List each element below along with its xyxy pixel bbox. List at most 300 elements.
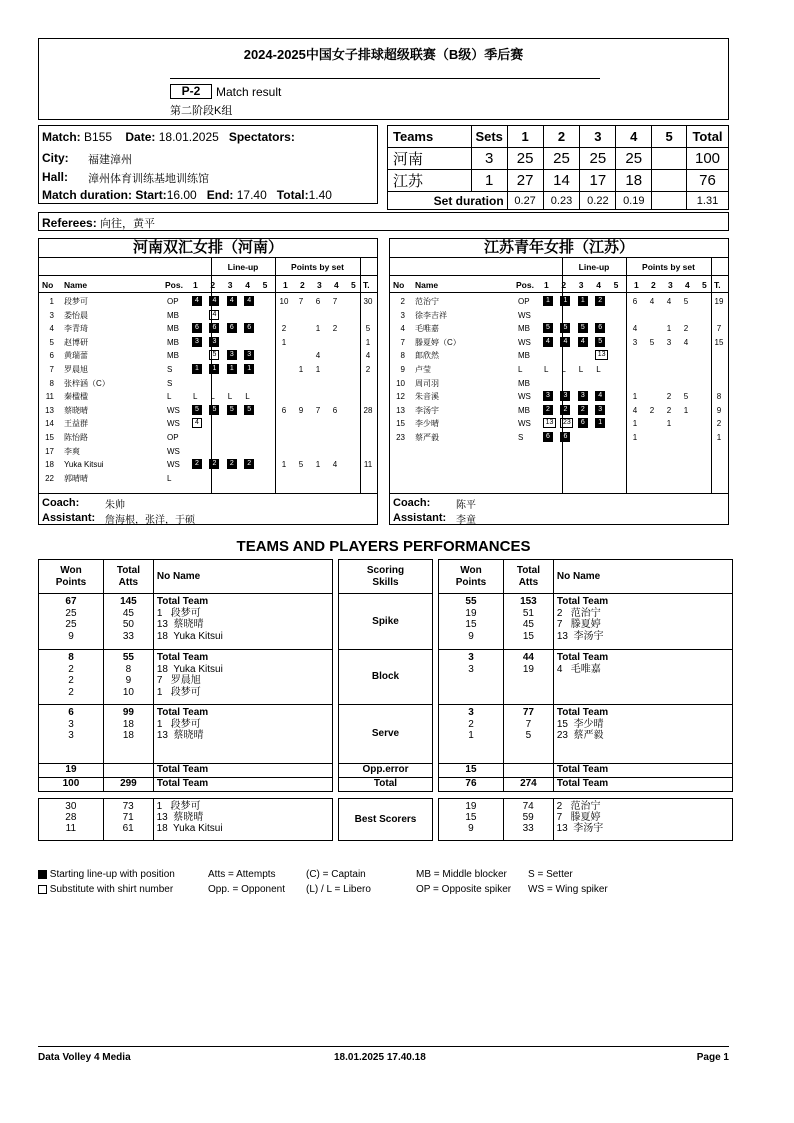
- player-position: MB: [518, 378, 530, 388]
- set-points: 7: [315, 405, 321, 415]
- team-total-atts: 153: [520, 596, 537, 607]
- player-row: [39, 445, 377, 458]
- score-s3-home: 25: [580, 148, 616, 170]
- perf-row-total: [439, 778, 733, 792]
- starting-position-box: 6: [560, 432, 570, 442]
- home-team-panel: [38, 238, 378, 525]
- team-label: Total Team: [156, 652, 209, 663]
- player-row: [390, 363, 728, 376]
- skills-grid: [338, 559, 433, 792]
- set-points: 2: [649, 405, 655, 415]
- starting-position-box: 1: [595, 418, 605, 428]
- legend-atts: Atts = Attempts: [208, 869, 276, 880]
- total-won-points: 100: [39, 778, 104, 792]
- starting-position-box: 2: [578, 405, 588, 415]
- perf-row-spike: [39, 594, 333, 650]
- best-player: 18 Yuka Kitsui: [156, 823, 223, 834]
- best-won-cell: [439, 799, 504, 841]
- total-label: Total Team: [553, 778, 732, 792]
- starting-position-box: 4: [578, 337, 588, 347]
- best-scorers-row: [439, 799, 733, 841]
- player-number: 5: [49, 337, 54, 347]
- set-points: 7: [298, 297, 304, 306]
- substitute-number-box: 13: [543, 418, 556, 428]
- total-atts: 299: [103, 778, 153, 792]
- starting-position-box: 6: [227, 323, 237, 333]
- starting-position-box: 4: [227, 296, 237, 306]
- player-total-points: 2: [365, 365, 371, 374]
- total-atts-cell: [103, 705, 153, 764]
- starting-position-box: 3: [227, 350, 237, 360]
- player-name: Yuka Kitsui: [64, 460, 104, 470]
- names-cell: [153, 705, 332, 764]
- team-label: Total Team: [556, 596, 609, 607]
- score-table: [387, 125, 729, 210]
- player-number: 4: [49, 324, 54, 334]
- perf-row-spike: [439, 594, 733, 650]
- start-label: Start:: [135, 188, 167, 202]
- set-points: 1: [315, 365, 321, 374]
- set-duration-total: 1.31: [687, 192, 729, 210]
- player-name: 郭晴晴: [64, 473, 88, 483]
- player-position: L: [167, 473, 172, 483]
- player-total-points: 19: [714, 297, 724, 306]
- player-total-atts: 51: [522, 607, 534, 619]
- won-points-cell: [439, 705, 504, 764]
- player-number: 1: [49, 297, 54, 306]
- skill-name-block: Block: [339, 650, 433, 705]
- lineup-header: Line-up: [578, 262, 610, 272]
- won-points-cell: [439, 594, 504, 650]
- header-lineup-set-2: 2: [561, 280, 567, 290]
- names-cell: [153, 594, 332, 650]
- set-points: 1: [683, 405, 689, 415]
- scoring-skills-header: Scoring Skills: [339, 560, 433, 594]
- score-sets-away: 1: [471, 170, 507, 192]
- starting-position-box: 2: [595, 296, 605, 306]
- home-perf-grid: [38, 559, 333, 792]
- hall-label: Hall:: [42, 170, 69, 184]
- set-points: 5: [683, 392, 689, 402]
- header-points-set-1: 1: [283, 280, 288, 290]
- set-points: 2: [683, 324, 689, 334]
- starting-position-box: 6: [209, 323, 219, 333]
- player-number: 15: [45, 433, 54, 442]
- assistant-label: Assistant:: [42, 512, 96, 524]
- player-row: [39, 431, 377, 444]
- set-points: 4: [632, 324, 638, 334]
- total-atts-cell: [103, 650, 153, 705]
- player-row: [39, 363, 377, 376]
- best-won-cell: [39, 799, 104, 841]
- player-name: 李青琦: [64, 324, 88, 334]
- player-position: S: [518, 433, 524, 442]
- set-points: 1: [632, 392, 638, 402]
- roster-header: [39, 258, 377, 293]
- starting-position-box: 6: [244, 323, 254, 333]
- player-entry: 18 Yuka Kitsui: [156, 630, 223, 642]
- player-row: [39, 322, 377, 335]
- header-lineup-set-5: 5: [262, 280, 268, 290]
- total-atts-cell: [503, 594, 553, 650]
- libero-mark: L: [596, 365, 601, 374]
- substitute-number-box: 4: [192, 418, 202, 428]
- away-perf-grid: [438, 559, 733, 792]
- starting-position-box: 5: [192, 405, 202, 415]
- city-value: 福建漳州: [88, 154, 132, 166]
- player-total-atts: 10: [122, 686, 134, 698]
- player-position: OP: [518, 297, 530, 306]
- player-row: [390, 336, 728, 349]
- player-name: 李爽: [64, 446, 80, 456]
- set-points: 10: [279, 297, 289, 306]
- player-won-points: 3: [68, 730, 74, 741]
- skill-name-spike: Spike: [339, 594, 433, 650]
- header-no: No: [393, 280, 405, 290]
- won-points-header: Won Points: [439, 560, 504, 594]
- player-number: 11: [45, 392, 54, 402]
- player-number: 4: [400, 324, 405, 334]
- player-total-atts: 8: [125, 663, 132, 675]
- end-value: 17.40: [236, 188, 267, 202]
- set-points: 1: [298, 365, 304, 374]
- player-total-points: 7: [716, 324, 722, 334]
- team-label: Total Team: [156, 707, 209, 718]
- perf-row-block: [39, 650, 333, 705]
- player-name: 黄瑞蕾: [64, 351, 88, 361]
- coach-label: Coach:: [393, 497, 431, 509]
- player-position: L: [518, 365, 523, 374]
- opp-error-atts: [103, 764, 153, 778]
- libero-mark: L: [578, 365, 584, 374]
- starting-position-box: 1: [209, 364, 219, 374]
- player-number: 7: [400, 337, 405, 347]
- player-row: [390, 309, 728, 322]
- best-scorers-row: [39, 799, 333, 841]
- player-number: 15: [396, 419, 405, 429]
- player-won-points: 2: [468, 718, 474, 730]
- player-position: MB: [167, 337, 179, 347]
- player-total-atts: 45: [122, 607, 134, 619]
- team-name: 江苏青年女排（江苏）: [390, 239, 728, 258]
- score-total-home: 100: [687, 148, 729, 170]
- player-row: [39, 309, 377, 322]
- report-code: P-2: [170, 84, 212, 99]
- set-points: 1: [281, 337, 287, 347]
- header-pos: Pos.: [165, 280, 183, 290]
- skill-name-opp-error: Opp.error: [339, 764, 433, 778]
- assistant-names: 詹海根，张洋，于硕: [105, 515, 195, 526]
- player-name: 陈怡路: [64, 433, 88, 442]
- score-col-teams: Teams: [388, 126, 472, 148]
- set-points: 7: [332, 297, 338, 306]
- player-row: [390, 295, 728, 308]
- starting-position-box: 4: [244, 296, 254, 306]
- skill-row: [339, 799, 433, 841]
- set-points: 1: [632, 419, 638, 429]
- player-number: 22: [45, 473, 54, 483]
- starting-position-box: 5: [244, 405, 254, 415]
- player-position: MB: [167, 310, 179, 320]
- player-row: [390, 390, 728, 403]
- player-position: MB: [518, 324, 530, 334]
- starting-position-box: 4: [560, 337, 570, 347]
- page-title: 2024-2025中国女子排球超级联赛（B级）季后赛: [243, 47, 524, 62]
- player-total-atts: 15: [522, 630, 534, 642]
- starting-position-box: 2: [209, 459, 219, 469]
- player-total-atts: 7: [525, 718, 532, 730]
- set-points: 4: [649, 297, 655, 306]
- duration-label: Match duration:: [42, 188, 132, 202]
- starting-position-box: 4: [543, 337, 553, 347]
- player-entry: 4 毛唯嘉: [556, 663, 601, 675]
- starting-position-box: 1: [560, 296, 570, 306]
- player-total-points: 28: [363, 405, 373, 415]
- best-names-cell: [553, 799, 732, 841]
- starting-position-box: 3: [209, 337, 219, 347]
- best-won-points: 19: [465, 801, 477, 812]
- starting-position-box: 3: [192, 337, 202, 347]
- player-row: [390, 417, 728, 430]
- player-row: [390, 404, 728, 417]
- player-name: 蔡晓晴: [64, 405, 88, 415]
- best-total-atts: 59: [522, 812, 534, 823]
- player-entry: 15 李少晴: [556, 718, 604, 730]
- best-total-atts: 33: [522, 823, 534, 834]
- player-name: 赵博研: [64, 337, 88, 347]
- player-entry: 13 蔡晓晴: [156, 619, 204, 630]
- away-team-panel: [389, 238, 729, 525]
- player-entry: 2 范治宁: [556, 607, 601, 619]
- player-row: [39, 417, 377, 430]
- player-name: 李汤宇: [415, 405, 439, 415]
- opp-error-label: Total Team: [153, 764, 332, 778]
- player-number: 14: [45, 419, 54, 429]
- set-duration-row: [388, 192, 729, 210]
- perf-row-total: [39, 778, 333, 792]
- total-atts: 274: [503, 778, 553, 792]
- starting-position-box: 4: [595, 391, 605, 401]
- starting-position-box: 2: [244, 459, 254, 469]
- team-won-points: 3: [468, 707, 474, 718]
- player-total-points: 11: [363, 460, 373, 470]
- set-points: 1: [666, 419, 672, 429]
- player-number: 7: [49, 365, 54, 374]
- player-position: WS: [518, 310, 531, 320]
- away-performance-table: [438, 559, 733, 841]
- player-name: 周司羽: [415, 378, 439, 388]
- home-best-scorers-grid: [38, 798, 333, 841]
- player-row: [39, 349, 377, 362]
- player-position: MB: [518, 405, 530, 415]
- starting-position-box: 5: [578, 323, 588, 333]
- set-points: 3: [666, 337, 672, 347]
- header-total: T.: [363, 280, 370, 290]
- legend-op: OP = Opposite spiker: [416, 884, 512, 895]
- best-won-points: 9: [468, 823, 474, 834]
- perf-row-opp-error: [39, 764, 333, 778]
- set-points: 4: [315, 351, 321, 361]
- header-points-set-5: 5: [702, 280, 707, 290]
- opp-error-points: 15: [439, 764, 504, 778]
- player-number: 10: [396, 378, 405, 388]
- team-total-atts: 145: [120, 596, 137, 607]
- score-team-home: 河南: [388, 148, 472, 170]
- set-points: 9: [298, 405, 304, 415]
- score-s4-home: 25: [616, 148, 652, 170]
- won-points-cell: [39, 594, 104, 650]
- starting-position-box: 3: [595, 405, 605, 415]
- referees-label: Referees:: [42, 216, 97, 230]
- names-cell: [553, 594, 732, 650]
- score-col-total: Total: [687, 126, 729, 148]
- player-number: 8: [49, 378, 54, 388]
- player-won-points: 25: [65, 619, 77, 630]
- best-scorers-skill-grid: [338, 798, 433, 841]
- best-total-atts: 61: [122, 823, 134, 834]
- player-row: [39, 404, 377, 417]
- header-lineup-set-4: 4: [245, 280, 250, 290]
- set-points: 5: [649, 337, 655, 347]
- player-number: 6: [49, 351, 54, 361]
- total-atts-header: Total Atts: [103, 560, 153, 594]
- header-pos: Pos.: [516, 280, 534, 290]
- names-cell: [153, 650, 332, 705]
- starting-position-box: 6: [192, 323, 202, 333]
- lineup-header: Line-up: [227, 262, 259, 272]
- perf-row-block: [439, 650, 733, 705]
- player-row: [39, 336, 377, 349]
- starting-position-box: 5: [543, 323, 553, 333]
- header-lineup-set-2: 2: [210, 280, 216, 290]
- team-won-points: 55: [465, 596, 477, 607]
- player-position: OP: [167, 297, 179, 306]
- set-duration-2: 0.23: [543, 192, 580, 210]
- player-entry: 1 段梦可: [156, 686, 201, 698]
- skill-row: [339, 705, 433, 764]
- roster-header: [390, 258, 728, 293]
- header-rule: [390, 275, 728, 276]
- header-bottom-rule: [390, 292, 728, 293]
- player-entry: 18 Yuka Kitsui: [156, 663, 223, 675]
- player-position: MB: [167, 324, 179, 334]
- substitute-number-box: 23: [560, 418, 573, 428]
- player-position: WS: [518, 419, 531, 429]
- starting-position-box: 6: [595, 323, 605, 333]
- set-points: 4: [332, 460, 338, 470]
- score-s1-home: 25: [507, 148, 543, 170]
- perf-row-opp-error: [439, 764, 733, 778]
- total-won-points: 76: [439, 778, 504, 792]
- score-row-home: [388, 148, 729, 170]
- starting-position-box: 2: [192, 459, 202, 469]
- player-name: 范治宁: [415, 297, 439, 306]
- won-points-cell: [439, 650, 504, 705]
- header-name: Name: [64, 280, 88, 290]
- best-total-atts: 73: [122, 801, 134, 812]
- set-duration-5: [652, 192, 687, 210]
- libero-mark: L: [210, 392, 215, 402]
- set-points: 6: [315, 297, 321, 306]
- score-col-sets: Sets: [471, 126, 507, 148]
- set-points: 3: [632, 337, 638, 347]
- legend-libero: (L) / L = Libero: [306, 884, 371, 895]
- team-total-atts: 77: [522, 707, 534, 718]
- score-s2-away: 14: [543, 170, 580, 192]
- player-name: 徐李吉祥: [415, 310, 447, 320]
- substitute-number-box: 5: [209, 350, 219, 360]
- header-points-set-3: 3: [317, 280, 322, 290]
- skill-name-best-scorers: Best Scorers: [339, 799, 433, 841]
- set-duration-3: 0.22: [580, 192, 616, 210]
- duration-line: [42, 188, 332, 202]
- player-number: 3: [400, 310, 405, 320]
- legend-starting-text: Starting line-up with position: [49, 869, 175, 880]
- set-points: 6: [281, 405, 287, 415]
- set-points: 1: [281, 460, 287, 470]
- set-points: 5: [683, 297, 689, 306]
- player-row: [39, 472, 377, 485]
- header-name: Name: [415, 280, 439, 290]
- player-position: WS: [167, 460, 180, 470]
- player-total-points: 5: [365, 324, 371, 334]
- player-position: OP: [167, 433, 179, 442]
- score-s5-home: [652, 148, 687, 170]
- best-won-points: 30: [65, 801, 77, 812]
- coach-name: 朱帅: [105, 500, 125, 511]
- player-name: 卢莹: [415, 365, 431, 374]
- total-label: Total:: [276, 188, 309, 202]
- team-label: Total Team: [156, 596, 209, 607]
- player-total-atts: 18: [122, 730, 134, 741]
- substitute-number-box: 13: [595, 350, 608, 360]
- player-total-points: 8: [716, 392, 722, 402]
- libero-mark: L: [561, 365, 566, 374]
- player-total-points: 30: [363, 297, 373, 306]
- player-position: WS: [518, 392, 531, 402]
- no-name-header: No Name: [153, 560, 332, 594]
- total-atts-header: Total Atts: [503, 560, 553, 594]
- set-points: 2: [666, 405, 672, 415]
- set-points: 4: [683, 337, 689, 347]
- player-name: 毛唯嘉: [415, 324, 439, 334]
- away-best-scorers-grid: [438, 798, 733, 841]
- footer-timestamp: 18.01.2025 17.40.18: [334, 1052, 426, 1063]
- total-atts-cell: [503, 650, 553, 705]
- title-rule: [170, 78, 600, 79]
- best-player: 1 段梦可: [156, 801, 201, 812]
- score-col-set4: 4: [616, 126, 652, 148]
- points-header: Points by set: [642, 262, 695, 272]
- home-performance-table: [38, 559, 333, 841]
- player-won-points: 19: [465, 607, 477, 619]
- set-points: 1: [666, 324, 672, 334]
- player-number: 8: [400, 351, 405, 361]
- player-name: 朱音溪: [415, 392, 439, 402]
- total-label: Total Team: [153, 778, 332, 792]
- set-points: 6: [332, 405, 338, 415]
- set-duration-label: Set duration: [388, 192, 508, 210]
- coach-name: 陈平: [456, 500, 476, 511]
- player-entry: 1 段梦可: [156, 607, 201, 619]
- team-total-atts: 99: [122, 707, 134, 718]
- perf-header-row: [39, 560, 333, 594]
- best-atts-cell: [503, 799, 553, 841]
- header-lineup-set-4: 4: [596, 280, 601, 290]
- perf-row-serve: [39, 705, 333, 764]
- player-position: L: [167, 392, 172, 402]
- player-row: [390, 377, 728, 390]
